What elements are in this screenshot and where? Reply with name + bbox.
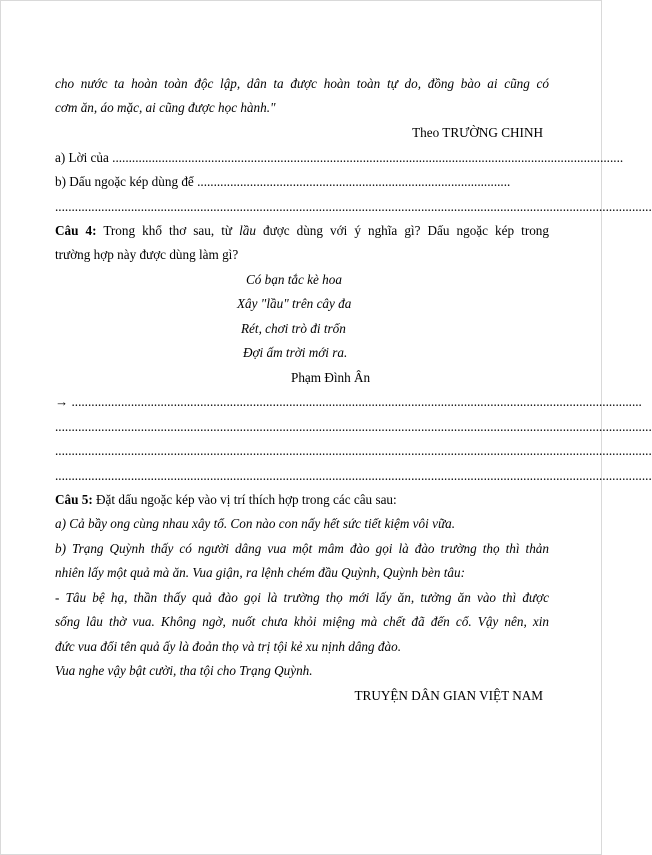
answer-4-line-2[interactable]: ..................................................................................................................................................................................... [55, 419, 652, 434]
q5-item-b-line-1: b) Trạng Quỳnh thấy có người dâng vua một mâm đào gọi là đào trường thọ thì thản [55, 541, 549, 556]
answer-blank-line[interactable]: ..................................................................................................................................................................................... [55, 199, 652, 214]
question-4-label: Câu 4: [55, 223, 97, 238]
question-4-text-after: được dùng với ý nghĩa gì? Dấu ngoặc kép trong [255, 223, 549, 238]
answer-b-end: . [507, 174, 511, 189]
answer-a-dots: ........................................................................................................................................................... [108, 150, 624, 165]
arrow-icon: → [55, 394, 69, 409]
q5-source: TRUYỆN DÂN GIAN VIỆT NAM [354, 688, 543, 703]
question-4-text-before: Trong khổ thơ sau, từ [96, 223, 240, 238]
q5-dialogue-line-3: đức vua đổi tên quả ấy là đoản thọ và trị tội kẻ xu nịnh dâng đào. [55, 639, 401, 654]
answer-4-dots-1: ............................................................................................................................................................................. [68, 394, 642, 409]
question-5-label: Câu 5: [55, 492, 93, 507]
question-5-text: Đặt dấu ngoặc kép vào vị trí thích hợp trong các câu sau: [92, 492, 397, 507]
poem-line-4: Đợi ấm trời mới ra. [243, 345, 348, 360]
q5-dialogue-line-2: sống lâu thờ vua. Không ngờ, nuốt chưa khỏi miệng mà chết đã đến cổ. Vậy nên, xin [55, 614, 549, 629]
q5-item-a: a) Cả bầy ong cùng nhau xây tổ. Con nào con nấy hết sức tiết kiệm vôi vữa. [55, 516, 456, 531]
question-4-line-2: trường hợp này được dùng làm gì? [55, 247, 239, 262]
poem-line-3: Rét, chơi trò đi trốn [241, 321, 346, 336]
question-4-line-1 [55, 222, 549, 240]
answer-a-line[interactable] [55, 149, 624, 167]
passage-line-2: cơm ăn, áo mặc, ai cũng được học hành." [55, 100, 276, 115]
answer-4-line-1[interactable] [55, 393, 642, 411]
q5-item-b-line-2: nhiên lấy một quả mà ăn. Vua giận, ra lệnh chém đầu Quỳnh, Quỳnh bèn tâu: [55, 565, 465, 580]
answer-b-dots: .............................................................................................. [193, 174, 507, 189]
poem-line-2: Xây "lầu" trên cây đa [237, 296, 352, 311]
question-4-keyword: lầu [239, 223, 256, 238]
question-5-line [55, 491, 549, 509]
answer-b-line[interactable] [55, 173, 549, 191]
q5-dialogue-line-1: - Tâu bệ hạ, thần thấy quả đào gọi là trường thọ mới lấy ăn, tưởng ăn vào thì được [55, 590, 549, 605]
poem-line-1: Có bạn tắc kè hoa [246, 272, 342, 287]
answer-4-line-3[interactable]: ..................................................................................................................................................................................... [55, 443, 652, 458]
passage-line-1: cho nước ta hoàn toàn độc lập, dân ta được hoàn toàn tự do, đồng bào ai cũng có [55, 76, 549, 91]
passage-source: Theo TRƯỜNG CHINH [412, 125, 543, 140]
answer-b-label: b) Dấu ngoặc kép dùng để [55, 174, 194, 189]
q5-dialogue-line-4: Vua nghe vậy bật cười, tha tội cho Trạng Quỳnh. [55, 663, 313, 678]
poem-author: Phạm Đình Ân [291, 370, 371, 385]
answer-4-line-4[interactable]: ..................................................................................................................................................................................... [55, 468, 652, 483]
answer-a-label: a) Lời của [55, 150, 109, 165]
